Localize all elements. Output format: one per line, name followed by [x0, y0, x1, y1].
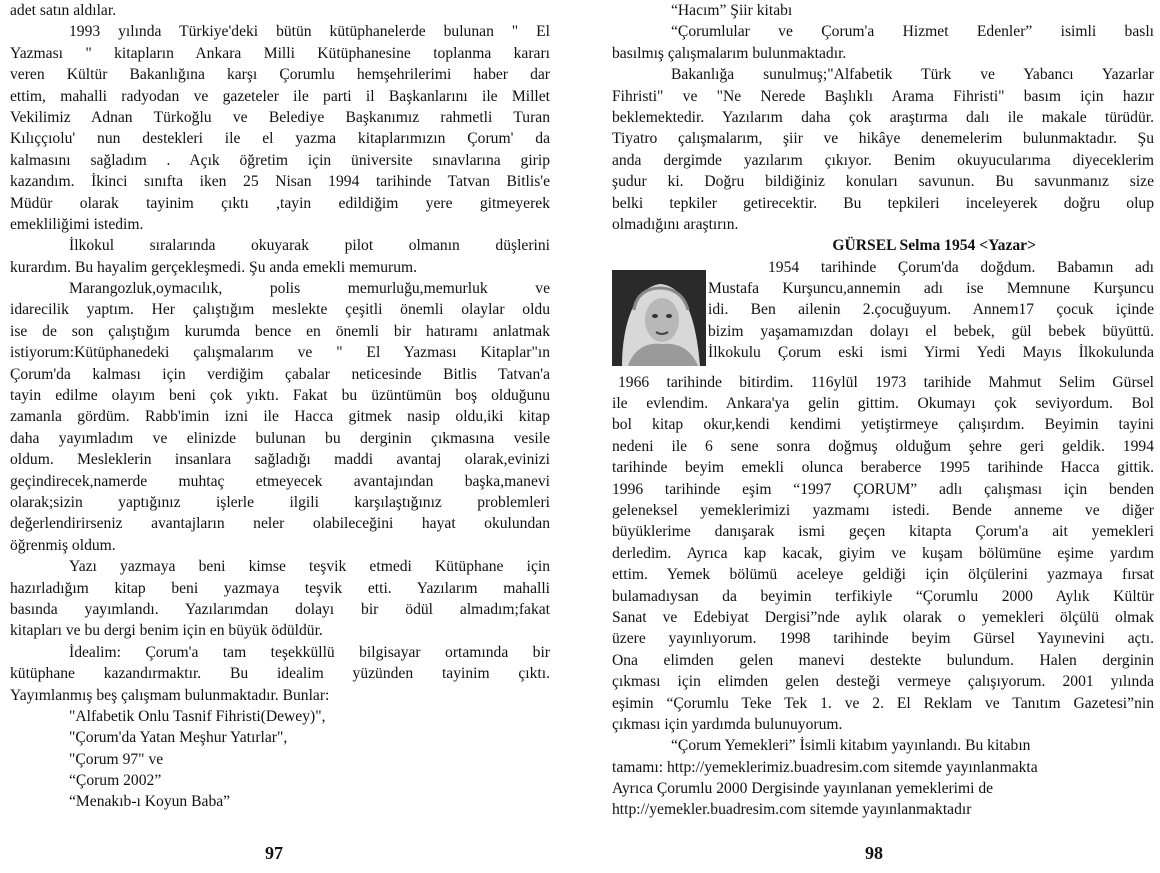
text-line: idarecilik yaptım. Her çalıştığım meslekte çeşitli önemli olaylar oldu — [10, 301, 550, 319]
list-item: "Çorum 97" ve — [69, 750, 164, 768]
list-item: "Çorum'da Yatan Meşhur Yatırlar", — [69, 729, 288, 747]
text-line: bol kitap okur,kendi kendimi yetiştirmeye çalışırdım. Beyimin tayini — [612, 416, 1154, 434]
text-line: çıkması için elimden gelen desteği vermeye çalışıyorum. 2001 yılında — [612, 673, 1154, 691]
text-line: İlkokulu Çorum eski ismi Yirmi Yedi Mayıs İlkokulunda — [708, 344, 1154, 362]
text-line: Yazması " kitapların Ankara Milli Kütüphanesine toplanma kararı — [10, 44, 550, 62]
text-line: büyüklerime danışarak ismi geçen kitapta Çorum'a ait yemekleri — [612, 523, 1154, 541]
text-line: geleneksel yemeklerimizi yazmamı istedi. Bende anneme ve diğer — [612, 501, 1154, 519]
text-line: beklemektedir. Yazılarım daha çok araştırma dalı ile makale türüdür. — [612, 108, 1154, 126]
text-line: “Çorumlular ve Çorum'a Hizmet Edenler” isimli baslı — [671, 23, 1154, 41]
text-line: Yazı yazmaya beni kimse teşvik etmedi Kütüphane için — [69, 558, 550, 576]
text-line: Marangozluk,oymacılık, polis memurluğu,memurluk ve — [69, 280, 550, 298]
text-line: Mustafa Kurşuncu,annemin adı ise Memnune Kurşuncu — [708, 280, 1154, 298]
text-line: olarak;sizin yaptığınız işlerle ilgili karşılaştığınız problemleri — [10, 493, 550, 511]
text-line: 1954 tarihinde Çorum'da doğdum. Babamın adı — [768, 258, 1154, 276]
portrait-photo — [612, 270, 706, 366]
text-line: veren Kültür Bakanlığına karşı Çorumlu hemşehrilerimi haber dar — [10, 66, 550, 84]
text-line: ile evlendim. Ankara'ya gelin gittim. Okumayı çok seviyordum. Bol — [612, 395, 1154, 413]
text-line: “Hacım” Şiir kitabı — [671, 2, 793, 19]
text-line: basılmış çalışmalarım bulunmaktadır. — [612, 44, 847, 62]
text-line: Yayımlanmış beş çalışmam bulunmaktadır. Bunlar: — [10, 686, 330, 704]
right-page — [612, 0, 1154, 821]
text-line: Ona elimden gelen manevi destekte bulundum. Halen derginin — [612, 651, 1154, 669]
author-heading: GÜRSEL Selma 1954 <Yazar> — [832, 237, 1036, 255]
text-line: kitapları ve bu dergi benim için en büyük ödüldür. — [10, 622, 323, 640]
text-line: derledim. Ayrıca kap kacak, giyim ve kuşam bölümüne eşime yardım — [612, 544, 1154, 562]
text-line: bizim yaşamamızdan dolayı el bebek, gül bebek büyüttü. — [708, 322, 1154, 340]
list-item: “Çorum 2002” — [69, 772, 162, 790]
text-line: hazırladığım kitap beni yazmaya teşvik etti. Yazılarım mahalli — [10, 579, 550, 597]
text-line: İlkokul sıralarında okuyarak pilot olmanın düşlerini — [69, 237, 550, 255]
text-line: daha yayımladım ve elinizde bulunan bu derginin çıkmasına vesile — [10, 429, 550, 447]
text-line: Çorum'da kalması için verdiğim çabalar neticesinde Bitlis Tatvan'a — [10, 365, 550, 383]
text-line: olmadığını araştırın. — [612, 215, 739, 233]
text-line: ettim. Yemek bölümü aceleye geldiği için ölçülerini yazmaya fırsat — [612, 566, 1154, 584]
text-line: Fihristi" ve "Ne Nerede Başlıklı Arama Fihristi" basım için hazır — [612, 87, 1154, 105]
text-line: Tiyatro çalışmalarım, şiir ve hikâye denemelerim bulunmaktadır. Şu — [612, 130, 1154, 148]
text-line: İdealim: Çorum'a tam teşekküllü bilgisayar ortamında bir — [69, 643, 550, 661]
page-number-left: 97 — [265, 843, 283, 863]
text-line: eşimin “Çorumlu Teke Tek 1. ve 2. El Reklam ve Tanıtım Gazetesi”nin — [612, 694, 1154, 712]
text-line: Ayrıca Çorumlu 2000 Dergisinde yayınlanan yemeklerimi de — [612, 780, 994, 798]
text-line: ise de son çalıştığım kurumda bence en önemli bir hatıramı anlatmak — [10, 322, 550, 340]
text-line: 1996 tarihinde eşim “1997 ÇORUM” adlı çalışması için benden — [612, 480, 1154, 498]
text-line: belki tepkiler getirecektir. Bu tepkileri inceleyerek doğru olup — [612, 194, 1154, 212]
text-line: öğrenmiş oldum. — [10, 536, 116, 554]
text-line: “Çorum Yemekleri” İsimli kitabım yayınlandı. Bu kitabın — [671, 737, 1031, 755]
text-line: kurardım. Bu hayalim gerçekleşmedi. Şu anda emekli memurum. — [10, 258, 418, 276]
text-line: kazandım. İkinci sınıfta iken 25 Nisan 1994 tarihinde Tatvan Bitlis'e — [10, 173, 550, 191]
list-item: "Alfabetik Onlu Tasnif Fihristi(Dewey)", — [69, 707, 326, 725]
text-line: şudur ki. Doğru bildiğiniz konuları savunun. Bu savunmanız size — [612, 173, 1154, 191]
text-line: tamamı: http://yemeklerimiz.buadresim.com sitemde yayınlanmakta — [612, 758, 1038, 776]
text-line: adet satın aldılar. — [10, 2, 117, 19]
text-line: geçindirecek,namerde muhtaç etmeyecek avantajından başka,manevi — [10, 472, 550, 490]
text-line: Müdür olarak tayinim çıktı ,tayin edildiğim yere gitmeyerek — [10, 194, 550, 212]
text-line: tarihinde beyim emekli olunca beraberce 1995 tarihinde Hacca gittik. — [612, 459, 1154, 477]
text-line: kalmasını sağladım . Açık öğretim için üniversite sınavlarına girip — [10, 151, 550, 169]
list-item: “Menakıb-ı Koyun Baba” — [69, 793, 231, 811]
text-line: emekliliğimi istedim. — [10, 215, 144, 233]
text-line: 1993 yılında Türkiye'deki bütün kütüphanelerde bulunan " El — [69, 23, 550, 41]
text-line: Bakanlığa sunulmuş;"Alfabetik Türk ve Yabancı Yazarlar — [671, 66, 1154, 84]
text-line: 1966 tarihinde bitirdim. 116ylül 1973 tarihide Mahmut Selim Gürsel — [618, 373, 1154, 391]
text-line: idi. Ben ailenin 2.çocuğuyum. Annem17 çocuk içinde — [708, 301, 1154, 319]
text-line: çıkması için yardımda bulunuyorum. — [612, 715, 843, 733]
text-line: oldum. Mesleklerin insanlara sağladığı maddi avantaj olarak,evinizi — [10, 451, 550, 469]
text-line: tayin edilme olayım beni çok yıktı. Fakat bu üzüntümün boş olduğunu — [10, 387, 550, 405]
text-line: basında yayımlandı. Yazılarımdan dolayı bir ödül almadım;fakat — [10, 600, 550, 618]
text-line: Vekilimiz Adnan Türkoğlu ve Belediye Başkanımız rahmetli Turan — [10, 108, 550, 126]
page-number-right: 98 — [865, 843, 883, 863]
text-line: Sanat ve Edebiyat Dergisi”nde aylık olarak o yemekleri ölçülü olmak — [612, 608, 1154, 626]
text-line: Kılıççıolu' nun destekleri ile el yazma kitaplarımızın Çorum' da — [10, 130, 550, 148]
text-line: ettim, mahalli radyodan ve gazeteler ile parti il Başkanlarını ile Millet — [10, 87, 550, 105]
text-line: anda dergimde yazılarım çıkıyor. Benim okuyucularıma diyeceklerim — [612, 151, 1154, 169]
text-line: istiyorum:Kütüphanedeki çalışmalarım ve " El Yazması Kitaplar"ın — [10, 344, 550, 362]
text-line: bulamadıysan da beyimin terfikiyle “Çorumlu 2000 Aylık Kültür — [612, 587, 1154, 605]
text-line: üzere yayınlıyorum. 1998 tarihinde beyim Gürsel Yayınevini açtı. — [612, 630, 1154, 648]
text-line: http://yemekler.buadresim.com sitemde yayınlanmaktadır — [612, 801, 972, 819]
text-line: zamanla gördüm. Rabb'imin izni ile Hacca gitmek nasip oldu,iki kitap — [10, 408, 550, 426]
text-line: değerlendirirseniz avantajların neler olabileceğini hayat okulundan — [10, 515, 550, 533]
text-line: kütüphane kazandırmaktır. Bu idealim yüzünden tayinim çıktı. — [10, 665, 550, 683]
text-line: nedeni ile 6 sene sonra doğmuş olduğum şehre geri geldik. 1994 — [612, 437, 1154, 455]
left-page — [10, 0, 550, 813]
